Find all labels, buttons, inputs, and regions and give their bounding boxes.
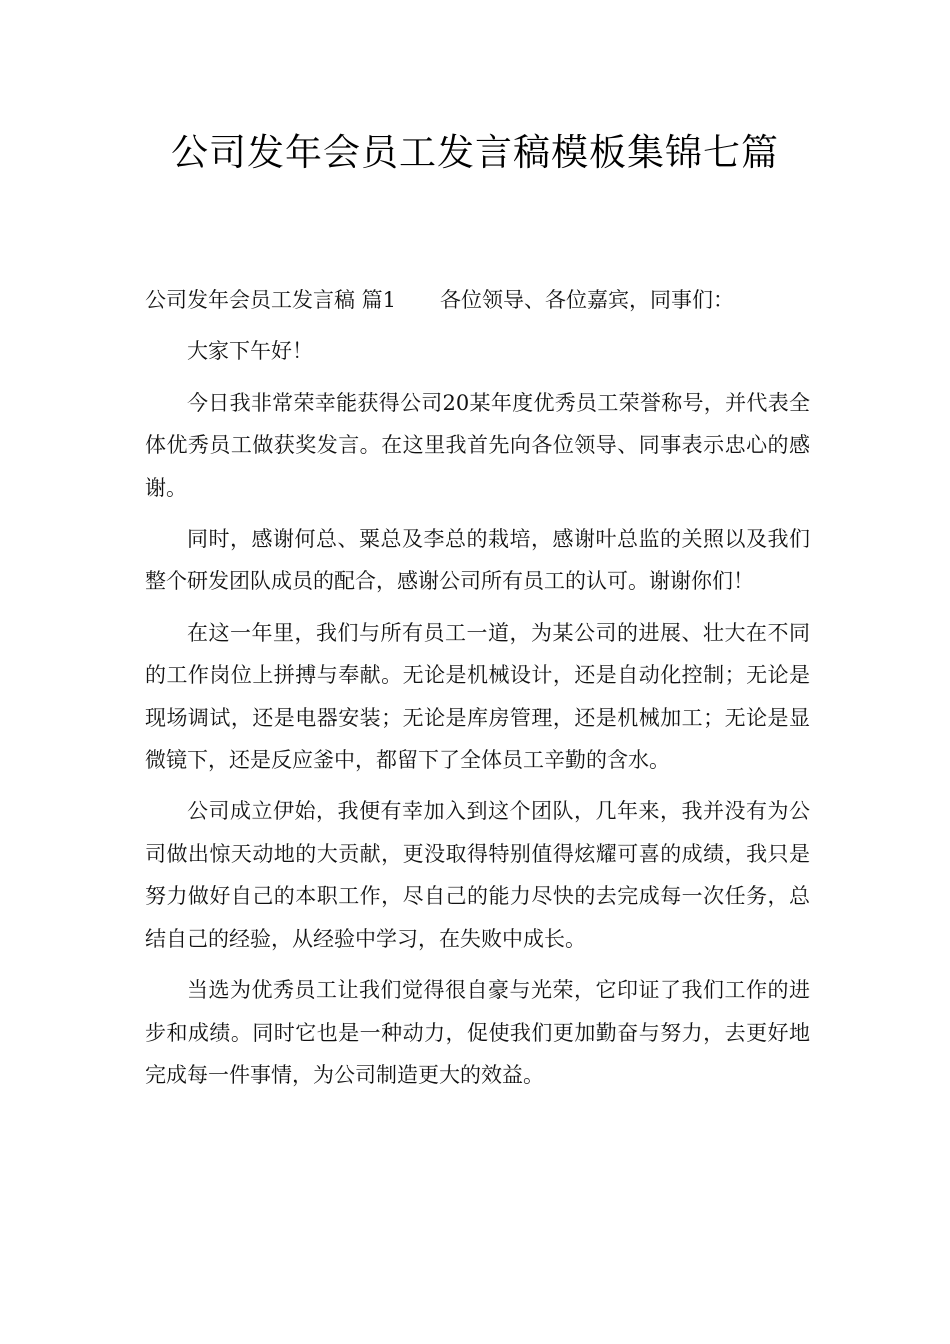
document-title: 公司发年会员工发言稿模板集锦七篇 <box>171 131 779 174</box>
paragraph-year-review: 在这一年里，我们与所有员工一道，为某公司的进展、壮大在不同的工作岗位上拼搏与奉献。无论是机械设计，还是自动化控制；无论是现场调试，还是电器安装；无论是库房管理，还是机械加工；无论是显微镜下，还是反应釜中，都留下了全体员工辛勤的含水。 <box>145 620 810 773</box>
paragraph-opening <box>145 279 810 321</box>
salutation: 各位领导、各位嘉宾，同事们： <box>440 288 735 312</box>
paragraph-personal: 公司成立伊始，我便有幸加入到这个团队，几年来，我并没有为公司做出惊天动地的大贡献，更没取得特别值得炫耀可喜的成绩，我只是努力做好自己的本职工作，尽自己的能力尽快的去完成每一次任务，总结自己的经验，从经验中学习，在失败中成长。 <box>145 799 810 951</box>
paragraph-thanks: 同时，感谢何总、粟总及李总的栽培，感谢叶总监的关照以及我们整个研发团队成员的配合，感谢公司所有员工的认可。谢谢你们！ <box>145 527 810 594</box>
paragraph-greeting: 大家下午好！ <box>187 339 313 364</box>
paragraph-conclusion: 当选为优秀员工让我们觉得很自豪与光荣，它印证了我们工作的进步和成绩。同时它也是一种动力，促使我们更加勤奋与努力，去更好地完成每一件事情，为公司制造更大的效益。 <box>145 978 810 1087</box>
section-heading: 公司发年会员工发言稿 篇1 <box>145 288 397 312</box>
paragraph-honor: 今日我非常荣幸能获得公司20某年度优秀员工荣誉称号，并代表全体优秀员工做获奖发言。在这里我首先向各位领导、同事表示忠心的感谢。 <box>145 390 810 500</box>
document-body <box>145 279 810 1105</box>
